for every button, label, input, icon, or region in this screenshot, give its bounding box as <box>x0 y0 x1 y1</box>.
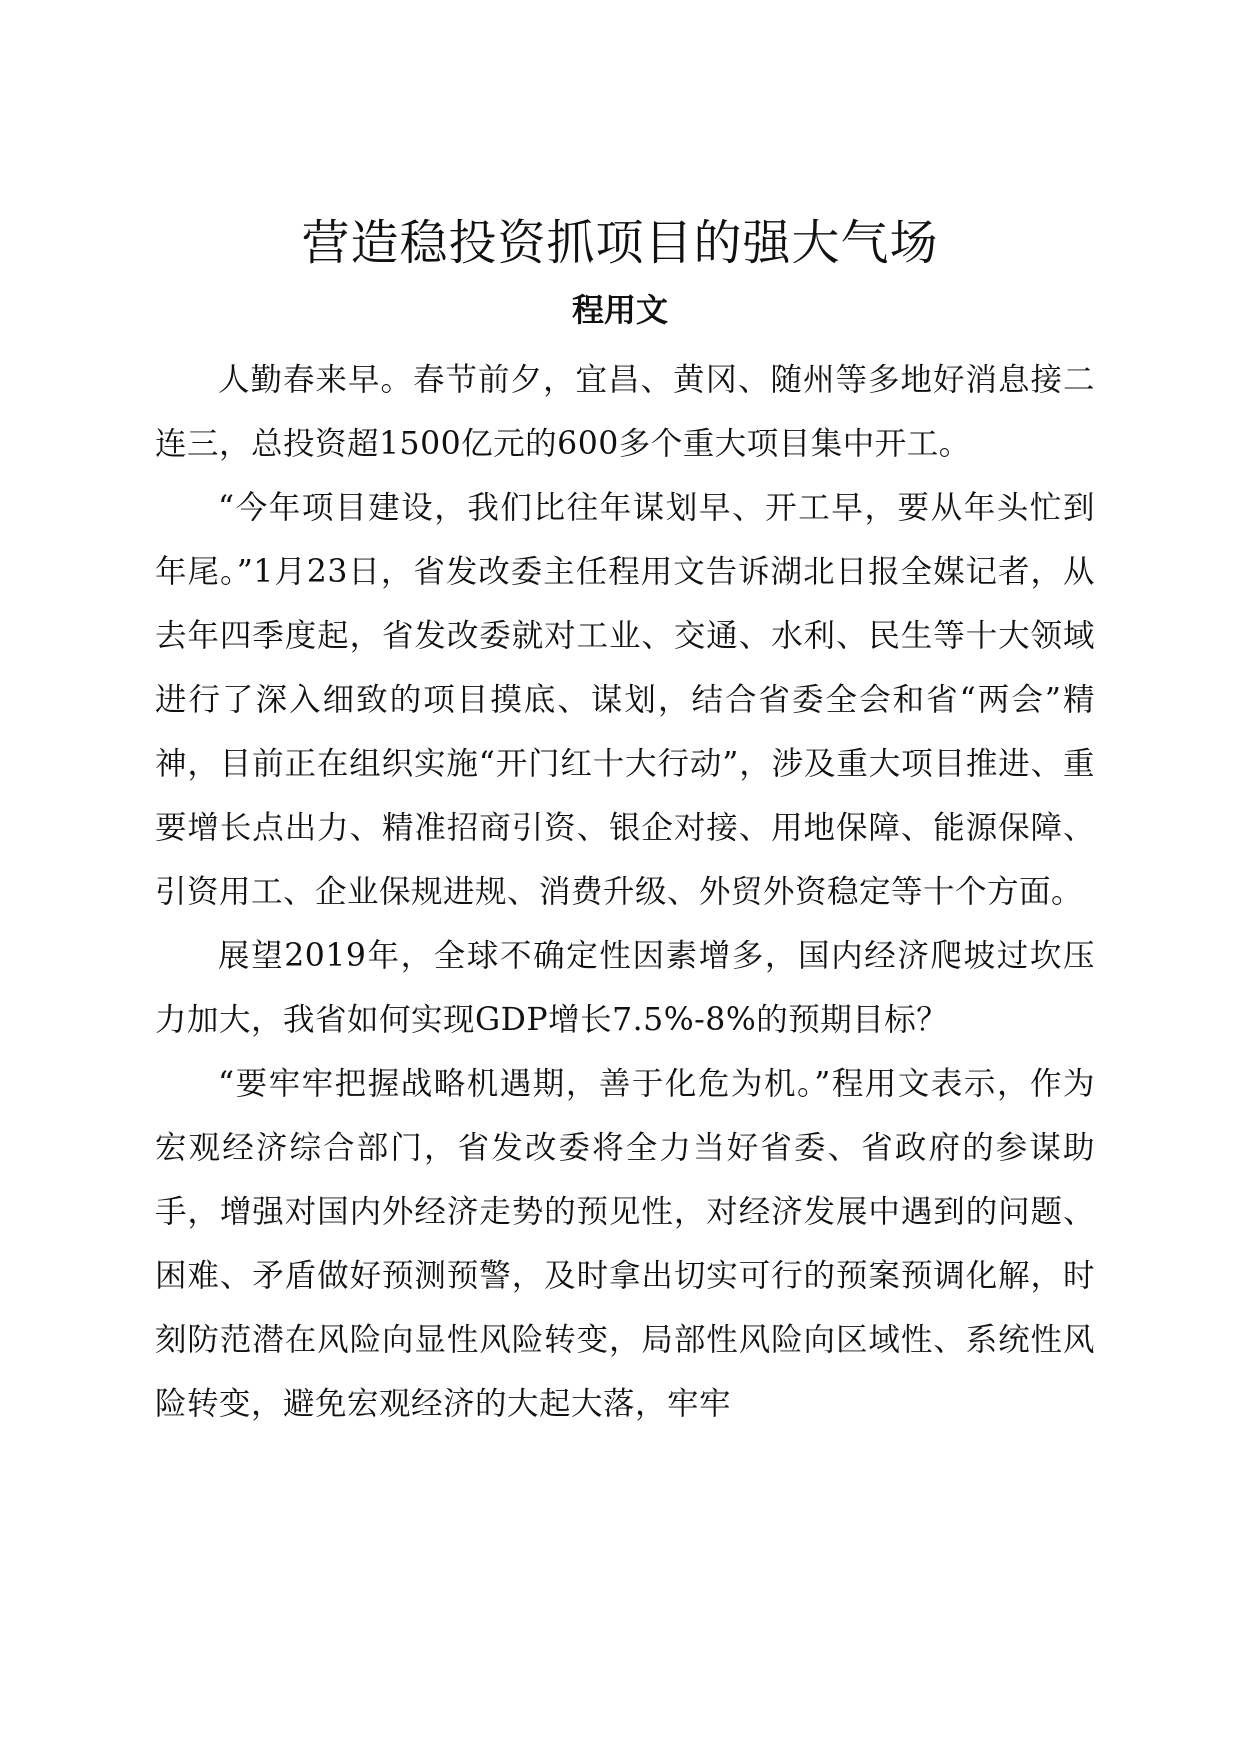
document-title: 营造稳投资抓项目的强大气场 <box>301 215 939 271</box>
paragraph: “要牢牢把握战略机遇期，善于化危为机。”程用文表示，作为宏观经济综合部门，省发改委将全力当好省委、省政府的参谋助手，增强对国内外经济走势的预见性，对经济发展中遇到的问题、困难、矛盾做好预测预警，及时拿出切实可行的预案预调化解，时刻防范潜在风险向显性风险转变，局部性风险向区域性、系统性风险转变，避免宏观经济的大起大落，牢牢 <box>155 1066 1095 1422</box>
document-author: 程用文 <box>571 291 668 329</box>
article-body <box>155 348 1095 1436</box>
paragraph: 人勤春来早。春节前夕，宜昌、黄冈、随州等多地好消息接二连三，总投资超1500亿元的600多个重大项目集中开工。 <box>155 362 1095 462</box>
paragraph: 展望2019年，全球不确定性因素增多，国内经济爬坡过坎压力加大，我省如何实现GDP增长7.5%-8%的预期目标？ <box>155 938 1095 1038</box>
paragraph: “今年项目建设，我们比往年谋划早、开工早，要从年头忙到年尾。”1月23日，省发改委主任程用文告诉湖北日报全媒记者，从去年四季度起，省发改委就对工业、交通、水利、民生等十大领域进行了深入细致的项目摸底、谋划，结合省委全会和省“两会”精神，目前正在组织实施“开门红十大行动”，涉及重大项目推进、重要增长点出力、精准招商引资、银企对接、用地保障、能源保障、引资用工、企业保规进规、消费升级、外贸外资稳定等十个方面。 <box>155 490 1095 910</box>
